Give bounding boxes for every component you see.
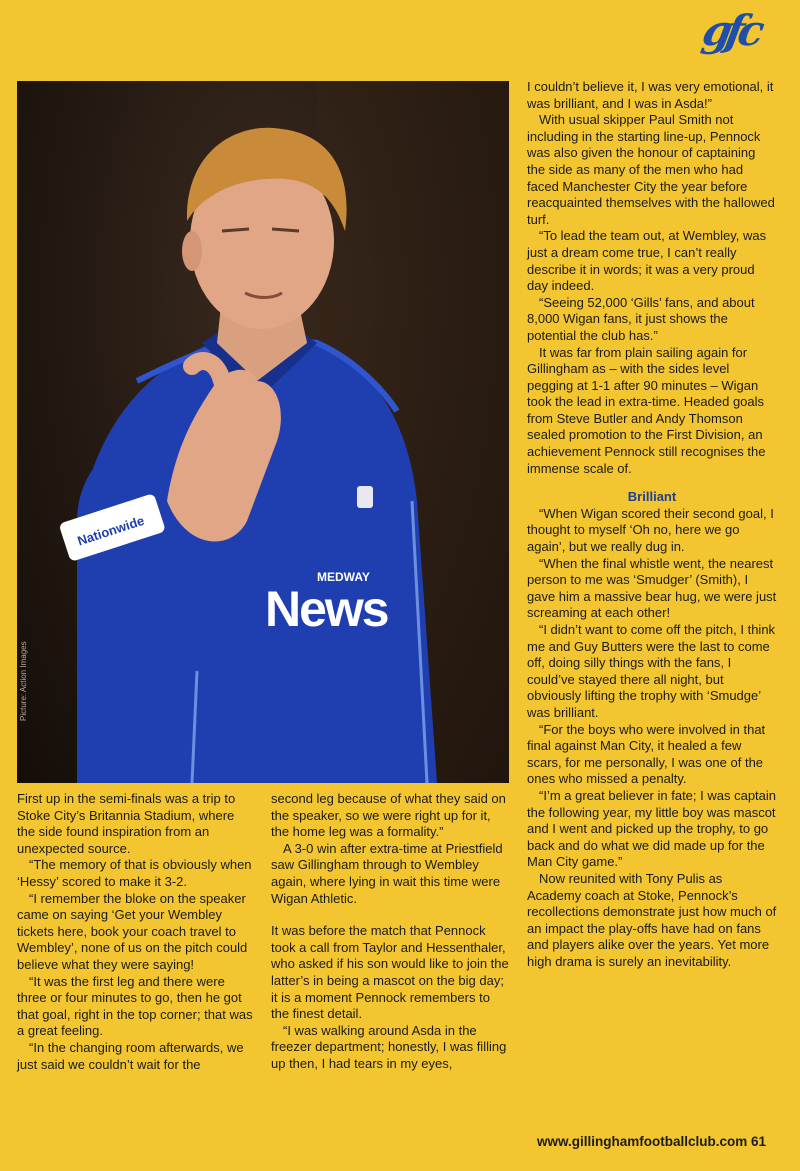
sponsor-patch-text: Nationwide: [75, 512, 147, 549]
subheading: Brilliant: [627, 489, 677, 505]
paragraph: “For the boys who were involved in that final against Man City, it healed a few scars, for me personally, I was one of the ones who missed a penalty.: [527, 721, 766, 787]
paragraph: First up in the semi-finals was a trip to Stoke City’s Britannia Stadium, where the side found inspiration from an unexpected source.: [17, 791, 236, 856]
paragraph: It was before the match that Pennock took a call from Taylor and Hessenthaler, who asked if his son would like to join the latter’s in being a mascot on the big day; it is a moment Pennock remembers to the finest detail.: [271, 923, 509, 1022]
paragraph: Now reunited with Tony Pulis as Academy coach at Stoke, Pennock’s recollections demonstrate just how much of an impact the play-offs have had on fans and players alike over the years. Yet more high drama is surely an inevitability.: [527, 870, 777, 969]
paragraph: I couldn’t believe it, I was very emotional, it was brilliant, and I was in Asda!”: [527, 79, 774, 111]
shirt-sponsor: News: [265, 581, 388, 637]
article-column-middle: [271, 791, 509, 1073]
page-footer: www.gillinghamfootballclub.com 61: [536, 1134, 766, 1149]
player-illustration: [17, 81, 509, 783]
paragraph: A 3-0 win after extra-time at Priestfield saw Gillingham through to Wembley again, where lying in wait this time were Wigan Athletic.: [271, 840, 503, 906]
paragraph: “In the changing room afterwards, we just said we couldn’t wait for the: [17, 1039, 244, 1072]
photo-credit: Picture: Action Images: [19, 641, 28, 721]
paragraph: second leg because of what they said on the speaker, so we were right up for it, the home leg was a formality.”: [271, 791, 506, 840]
paragraph: With usual skipper Paul Smith not including in the starting line-up, Pennock was also given the honour of captaining the side as many of the men who had faced Manchester City the year before reacquainted themselves with the hallowed turf.: [527, 112, 775, 227]
shirt-sponsor-top: MEDWAY: [317, 570, 370, 584]
paragraph: “I was walking around Asda in the freezer department; honestly, I was filling up then, I had tears in my eyes,: [271, 1022, 507, 1071]
paragraph: “It was the first leg and there were three or four minutes to go, then he got that goal, right in the top corner; that was a great feeling.: [17, 973, 253, 1039]
paragraph: It was far from plain sailing again for Gillingham as – with the sides level pegging at 1-1 after 90 minutes – Wigan took the lead in extra-time. Headed goals from Steve Butler and Andy Thomson sealed promotion to the First Division, an achievement Pennock still recognises the immense scale of.: [527, 344, 766, 476]
paragraph: “When Wigan scored their second goal, I thought to myself ‘Oh no, here we go again’, but we really dug in.: [527, 505, 774, 555]
article-column-left: [17, 791, 255, 1073]
paragraph: “I remember the bloke on the speaker came on saying ‘Get your Wembley tickets here, book your coach travel to Wembley’, none of us on the pitch could believe what they were saying!: [17, 890, 248, 972]
paragraph: “When the final whistle went, the nearest person to me was ‘Smudger’ (Smith), I gave him a massive bear hug, we were just screaming at each other!: [527, 555, 777, 621]
article-column-right: [527, 79, 777, 970]
player-photo: [17, 81, 509, 783]
paragraph: “I’m a great believer in fate; I was captain the following year, my little boy was mascot and I went and picked up the trophy, to go back and do what we did made up for the Man City game.”: [527, 787, 777, 870]
paragraph: “The memory of that is obviously when ‘Hessy’ scored to make it 3-2.: [17, 857, 252, 889]
club-logo: gfc: [698, 6, 763, 55]
paragraph: “I didn’t want to come off the pitch, I think me and Guy Butters were the last to come off, doing silly things with the fans, I could’ve stayed there all night, but obviously lifting the trophy with ‘Smudge’ was brilliant.: [527, 622, 776, 720]
paragraph: “Seeing 52,000 ‘Gills’ fans, and about 8,000 Wigan fans, it just shows the potential the club has.”: [527, 294, 755, 343]
paragraph: “To lead the team out, at Wembley, was just a dream come true, I can’t really describe it in words; it was a very proud day indeed.: [527, 228, 767, 294]
